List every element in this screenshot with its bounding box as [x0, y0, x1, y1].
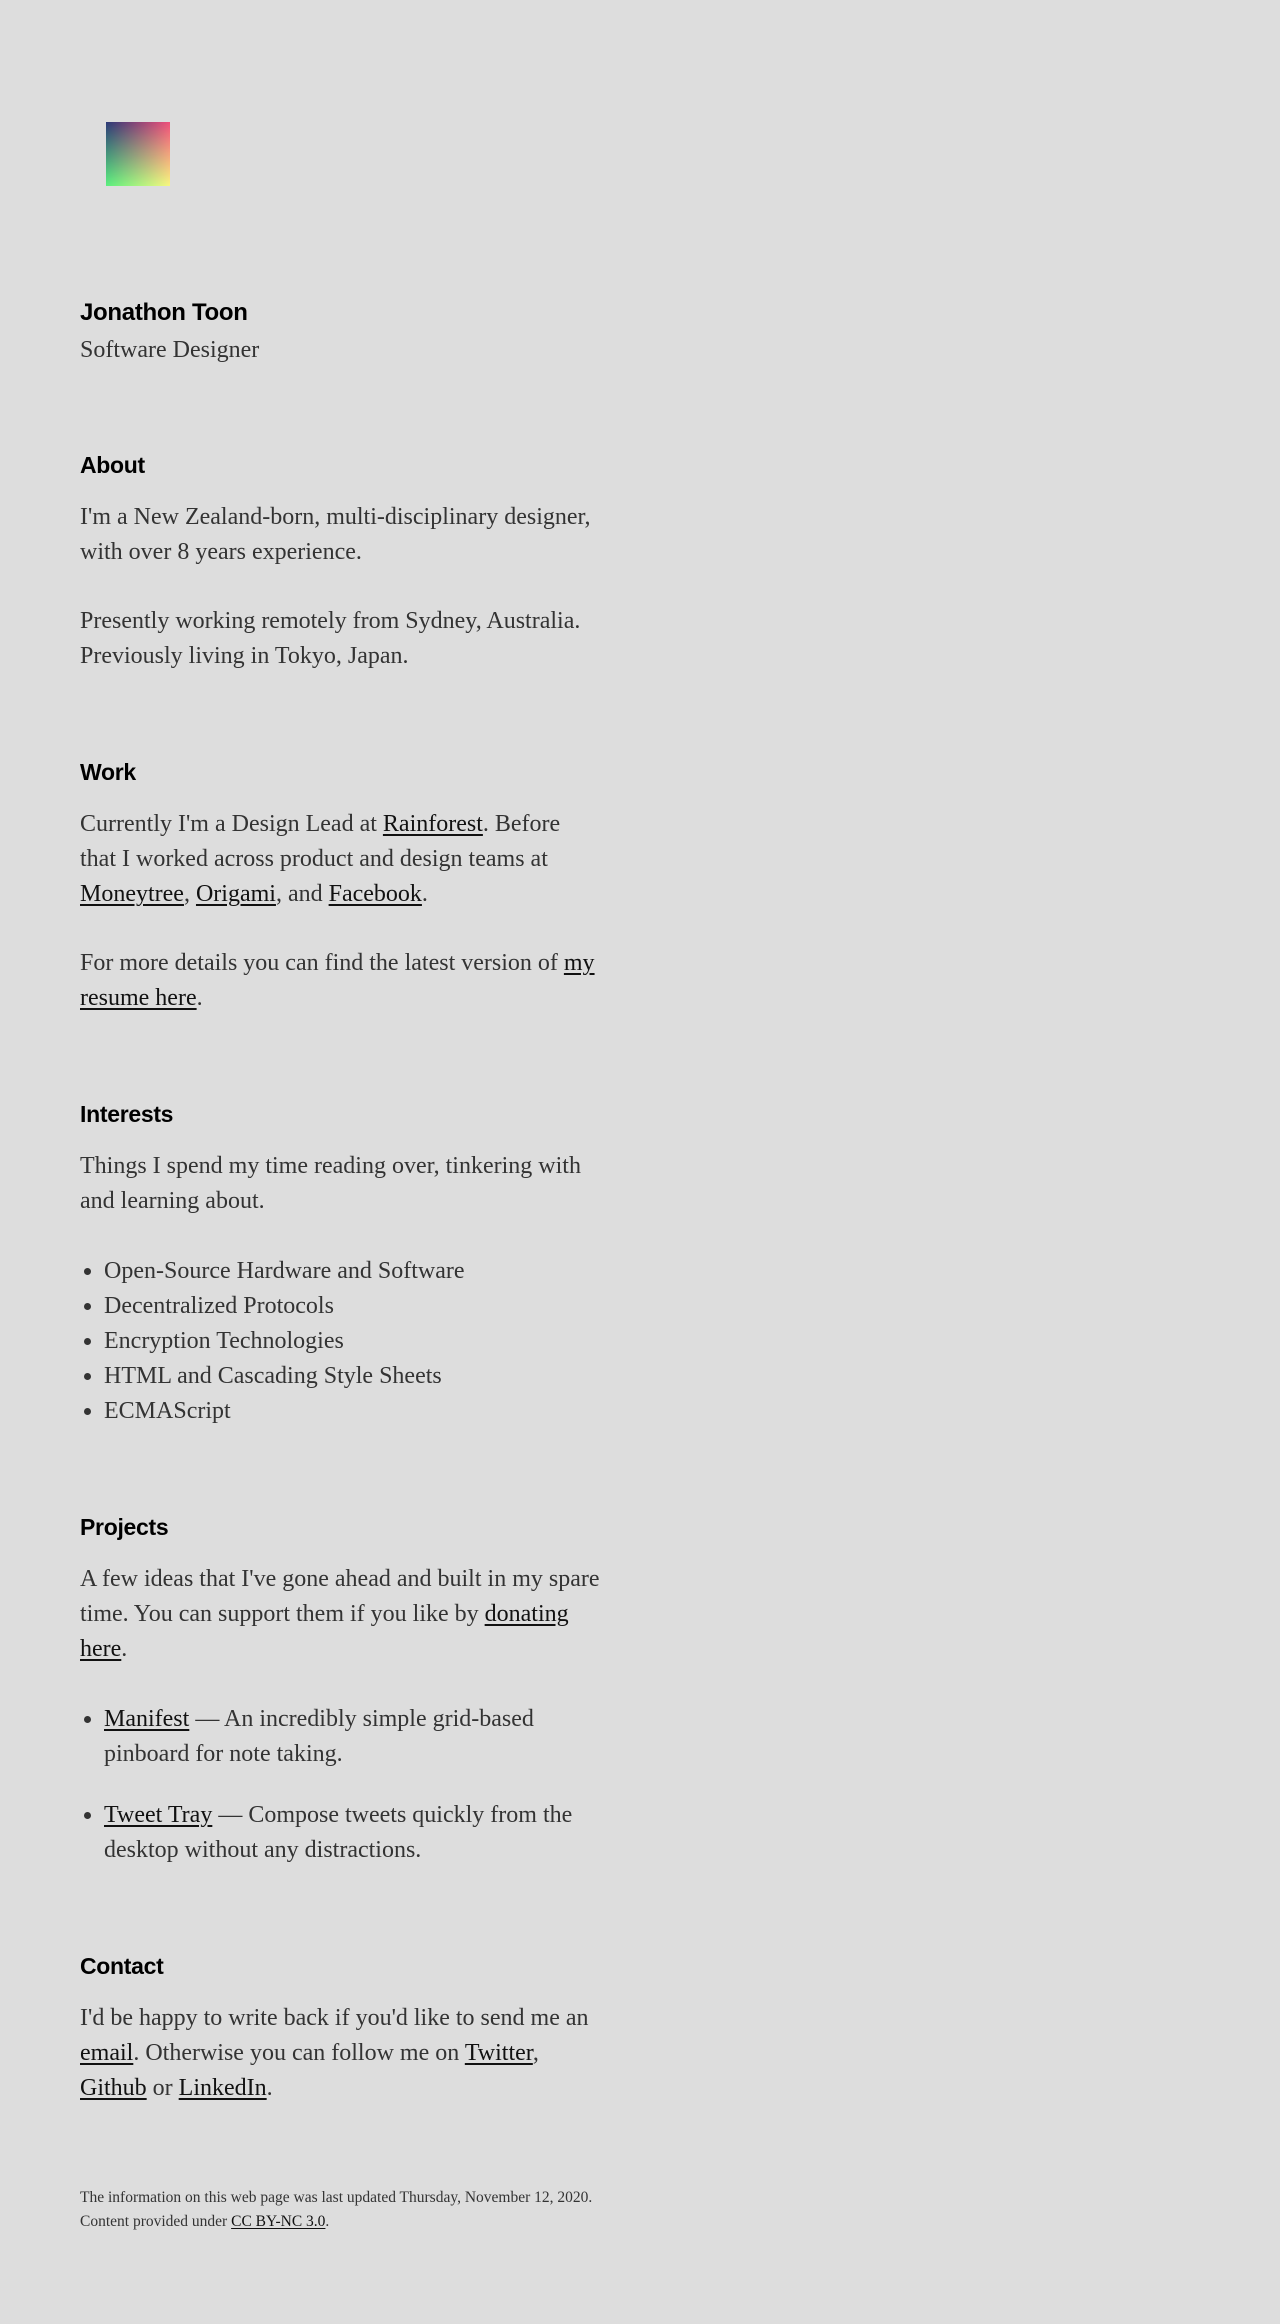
contact-heading: Contact — [80, 1953, 164, 1979]
text: . — [121, 1636, 128, 1662]
text: Currently I'm a Design Lead at — [80, 811, 383, 837]
text: , — [532, 2040, 539, 2066]
profile-header — [80, 295, 600, 368]
project-item-manifest — [104, 1702, 600, 1772]
text: . — [266, 2075, 273, 2101]
interests-list — [80, 1254, 600, 1429]
moneytree-link[interactable]: Moneytree — [80, 881, 184, 907]
list-item: • Decentralized Protocols — [104, 1289, 600, 1324]
list-item: • HTML and Cascading Style Sheets — [104, 1359, 600, 1394]
work-paragraph-1 — [80, 807, 600, 912]
rainforest-link[interactable]: Rainforest — [382, 811, 483, 837]
linkedin-link[interactable]: LinkedIn — [178, 2075, 267, 2101]
projects-list — [80, 1702, 600, 1868]
github-link[interactable]: Github — [80, 2075, 147, 2101]
list-item: • Encryption Technologies — [104, 1324, 600, 1359]
projects-section — [80, 1509, 600, 1868]
gradient-logo-icon — [106, 122, 170, 186]
twitter-link[interactable]: Twitter — [464, 2040, 533, 2066]
text: . Before that I worked across product and design teams at — [80, 811, 561, 872]
work-heading: Work — [80, 759, 136, 785]
project-description: — An incredibly simple grid-based pinboard for note taking. — [104, 1706, 534, 1767]
text: . — [421, 881, 428, 907]
text: . — [196, 985, 203, 1011]
profile-name: Jonathon Toon — [80, 299, 248, 326]
work-section — [80, 754, 600, 1016]
text: . Otherwise you can follow me on — [133, 2040, 465, 2066]
manifest-link[interactable]: Manifest — [104, 1706, 190, 1732]
main-content — [80, 447, 600, 2234]
footer-text: The information on this web page was last updated Thursday, November 12, 2020. Content provided under — [80, 2189, 593, 2230]
text: . — [325, 2213, 330, 2230]
tweet-tray-link[interactable]: Tweet Tray — [104, 1802, 213, 1828]
project-item-tweet-tray — [104, 1798, 600, 1868]
work-paragraph-2 — [80, 946, 600, 1016]
list-item: • Open-Source Hardware and Software — [104, 1254, 600, 1289]
about-paragraph-1: I'm a New Zealand-born, multi-disciplinary designer, with over 8 years experience. — [80, 504, 591, 565]
text: For more details you can find the latest version of — [80, 950, 564, 976]
interests-section — [80, 1096, 600, 1429]
text: , and — [275, 881, 329, 907]
text: I'd be happy to write back if you'd like to send me an — [80, 2005, 589, 2031]
email-link[interactable]: email — [80, 2040, 134, 2066]
license-link[interactable]: CC BY-NC 3.0 — [231, 2213, 326, 2230]
list-item: • ECMAScript — [104, 1394, 600, 1429]
projects-heading: Projects — [80, 1514, 169, 1540]
facebook-link[interactable]: Facebook — [328, 881, 422, 907]
text: or — [146, 2075, 179, 2101]
page-footer — [80, 2186, 600, 2234]
contact-paragraph — [80, 2001, 600, 2106]
text: A few ideas that I've gone ahead and built in my spare time. You can support them if you like by — [80, 1566, 600, 1627]
text: , — [183, 881, 196, 907]
about-paragraph-2: Presently working remotely from Sydney, Australia. Previously living in Tokyo, Japan. — [80, 608, 581, 669]
interests-heading: Interests — [80, 1101, 174, 1127]
resume-link[interactable]: my resume here — [80, 950, 595, 1011]
interests-intro: Things I spend my time reading over, tinkering with and learning about. — [80, 1153, 581, 1214]
about-section — [80, 447, 600, 674]
projects-intro — [80, 1562, 600, 1667]
profile-role: Software Designer — [80, 337, 260, 363]
contact-section — [80, 1948, 600, 2106]
origami-link[interactable]: Origami — [195, 881, 276, 907]
about-heading: About — [80, 452, 145, 478]
donate-link[interactable]: donating here — [80, 1601, 569, 1662]
project-description: — Compose tweets quickly from the desktop without any distractions. — [104, 1802, 573, 1863]
